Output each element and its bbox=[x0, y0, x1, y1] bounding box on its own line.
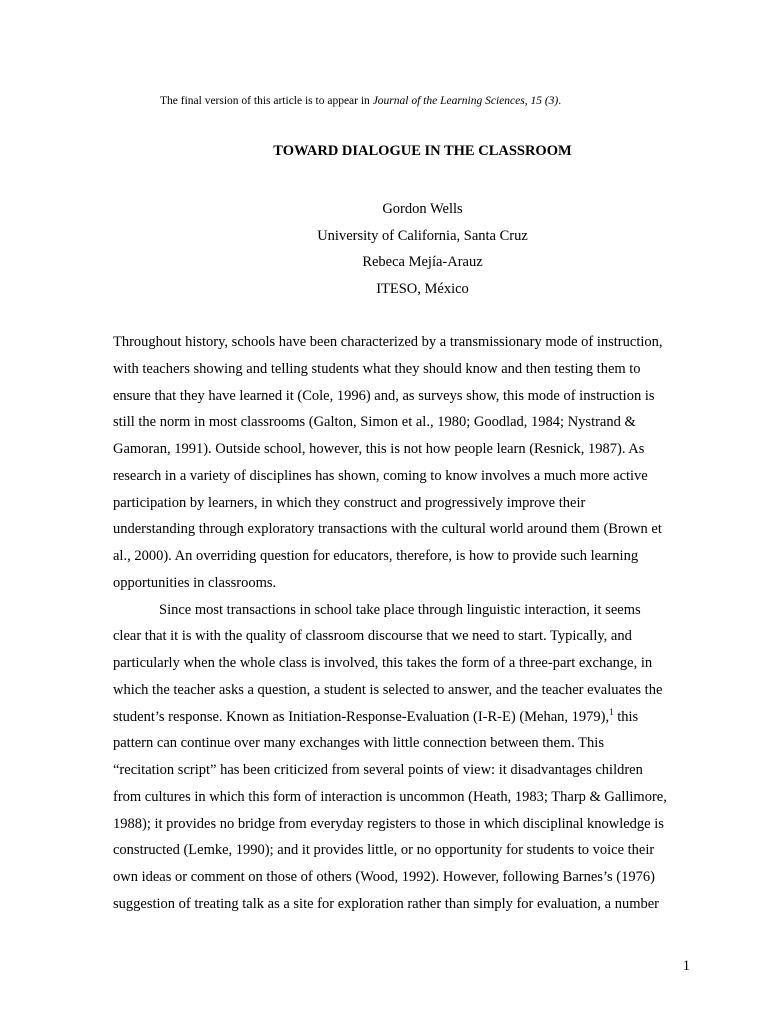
text-line: research in a variety of disciplines has shown, coming to know involves a much more active bbox=[113, 467, 648, 484]
author-affiliation: University of California, Santa Cruz bbox=[317, 227, 528, 244]
author-affiliation: ITESO, México bbox=[376, 280, 469, 297]
article-title: TOWARD DIALOGUE IN THE CLASSROOM bbox=[273, 143, 572, 159]
text-line: with teachers showing and telling students what they should know and then testing them to bbox=[113, 360, 641, 377]
text-line: “recitation script” has been criticized from several points of view: it disadvantages children bbox=[113, 762, 643, 778]
footnote-marker[interactable]: 1 bbox=[609, 706, 614, 717]
text-line: 1988); it provides no bridge from everyday registers to those in which disciplinal knowledge is bbox=[113, 815, 664, 832]
text-line: ensure that they have learned it (Cole, 1996) and, as surveys show, this mode of instruction is bbox=[113, 387, 655, 404]
text-segment: this bbox=[613, 708, 639, 725]
text-line: clear that it is with the quality of classroom discourse that we need to start. Typically, and bbox=[113, 628, 632, 645]
text-line: which the teacher asks a question, a student is selected to answer, and the teacher evaluates the bbox=[113, 681, 663, 698]
text-line: suggestion of treating talk as a site for exploration rather than simply for evaluation, a number bbox=[113, 895, 660, 912]
journal-name: Journal of the Learning Sciences, 15 (3) bbox=[372, 95, 559, 107]
text-line: still the norm in most classrooms (Galton, Simon et al., 1980; Goodlad, 1984; Nystrand & bbox=[113, 414, 636, 431]
body-text bbox=[113, 329, 693, 918]
author-block bbox=[0, 196, 768, 302]
text-line: Throughout history, schools have been characterized by a transmissionary mode of instruction, bbox=[113, 334, 663, 350]
publication-note-suffix: . bbox=[558, 95, 562, 107]
text-line: from cultures in which this form of interaction is uncommon (Heath, 1983; Tharp & Gallimore, bbox=[113, 788, 667, 805]
text-line: understanding through exploratory transactions with the cultural world around them (Brown et bbox=[113, 521, 662, 538]
text-line: participation by learners, in which they construct and progressively improve their bbox=[113, 494, 586, 511]
text-line: pattern can continue over many exchanges with little connection between them. This bbox=[113, 735, 604, 752]
text-line: particularly when the whole class is involved, this takes the form of a three-part exchange, in bbox=[113, 655, 653, 671]
text-line-with-footnote bbox=[113, 704, 693, 731]
author-name: Gordon Wells bbox=[382, 201, 463, 217]
author-name: Rebeca Mejía-Arauz bbox=[362, 254, 483, 270]
publication-note bbox=[160, 94, 561, 108]
text-line: Since most transactions in school take place through linguistic interaction, it seems bbox=[159, 601, 641, 618]
text-line: al., 2000). An overriding question for educators, therefore, is how to provide such learning bbox=[113, 548, 639, 564]
publication-note-prefix: The final version of this article is to appear in bbox=[160, 95, 373, 107]
text-line: own ideas or comment on those of others (Wood, 1992). However, following Barnes’s (1976) bbox=[113, 869, 655, 885]
text-line: constructed (Lemke, 1990); and it provides little, or no opportunity for students to voice their bbox=[113, 842, 655, 859]
text-line: opportunities in classrooms. bbox=[113, 574, 277, 591]
text-segment: student’s response. Known as Initiation-Response-Evaluation (I-R-E) (Mehan, 1979), bbox=[113, 708, 610, 725]
page-number: 1 bbox=[682, 958, 690, 974]
text-line: Gamoran, 1991). Outside school, however, this is not how people learn (Resnick, 1987). As bbox=[113, 441, 645, 457]
